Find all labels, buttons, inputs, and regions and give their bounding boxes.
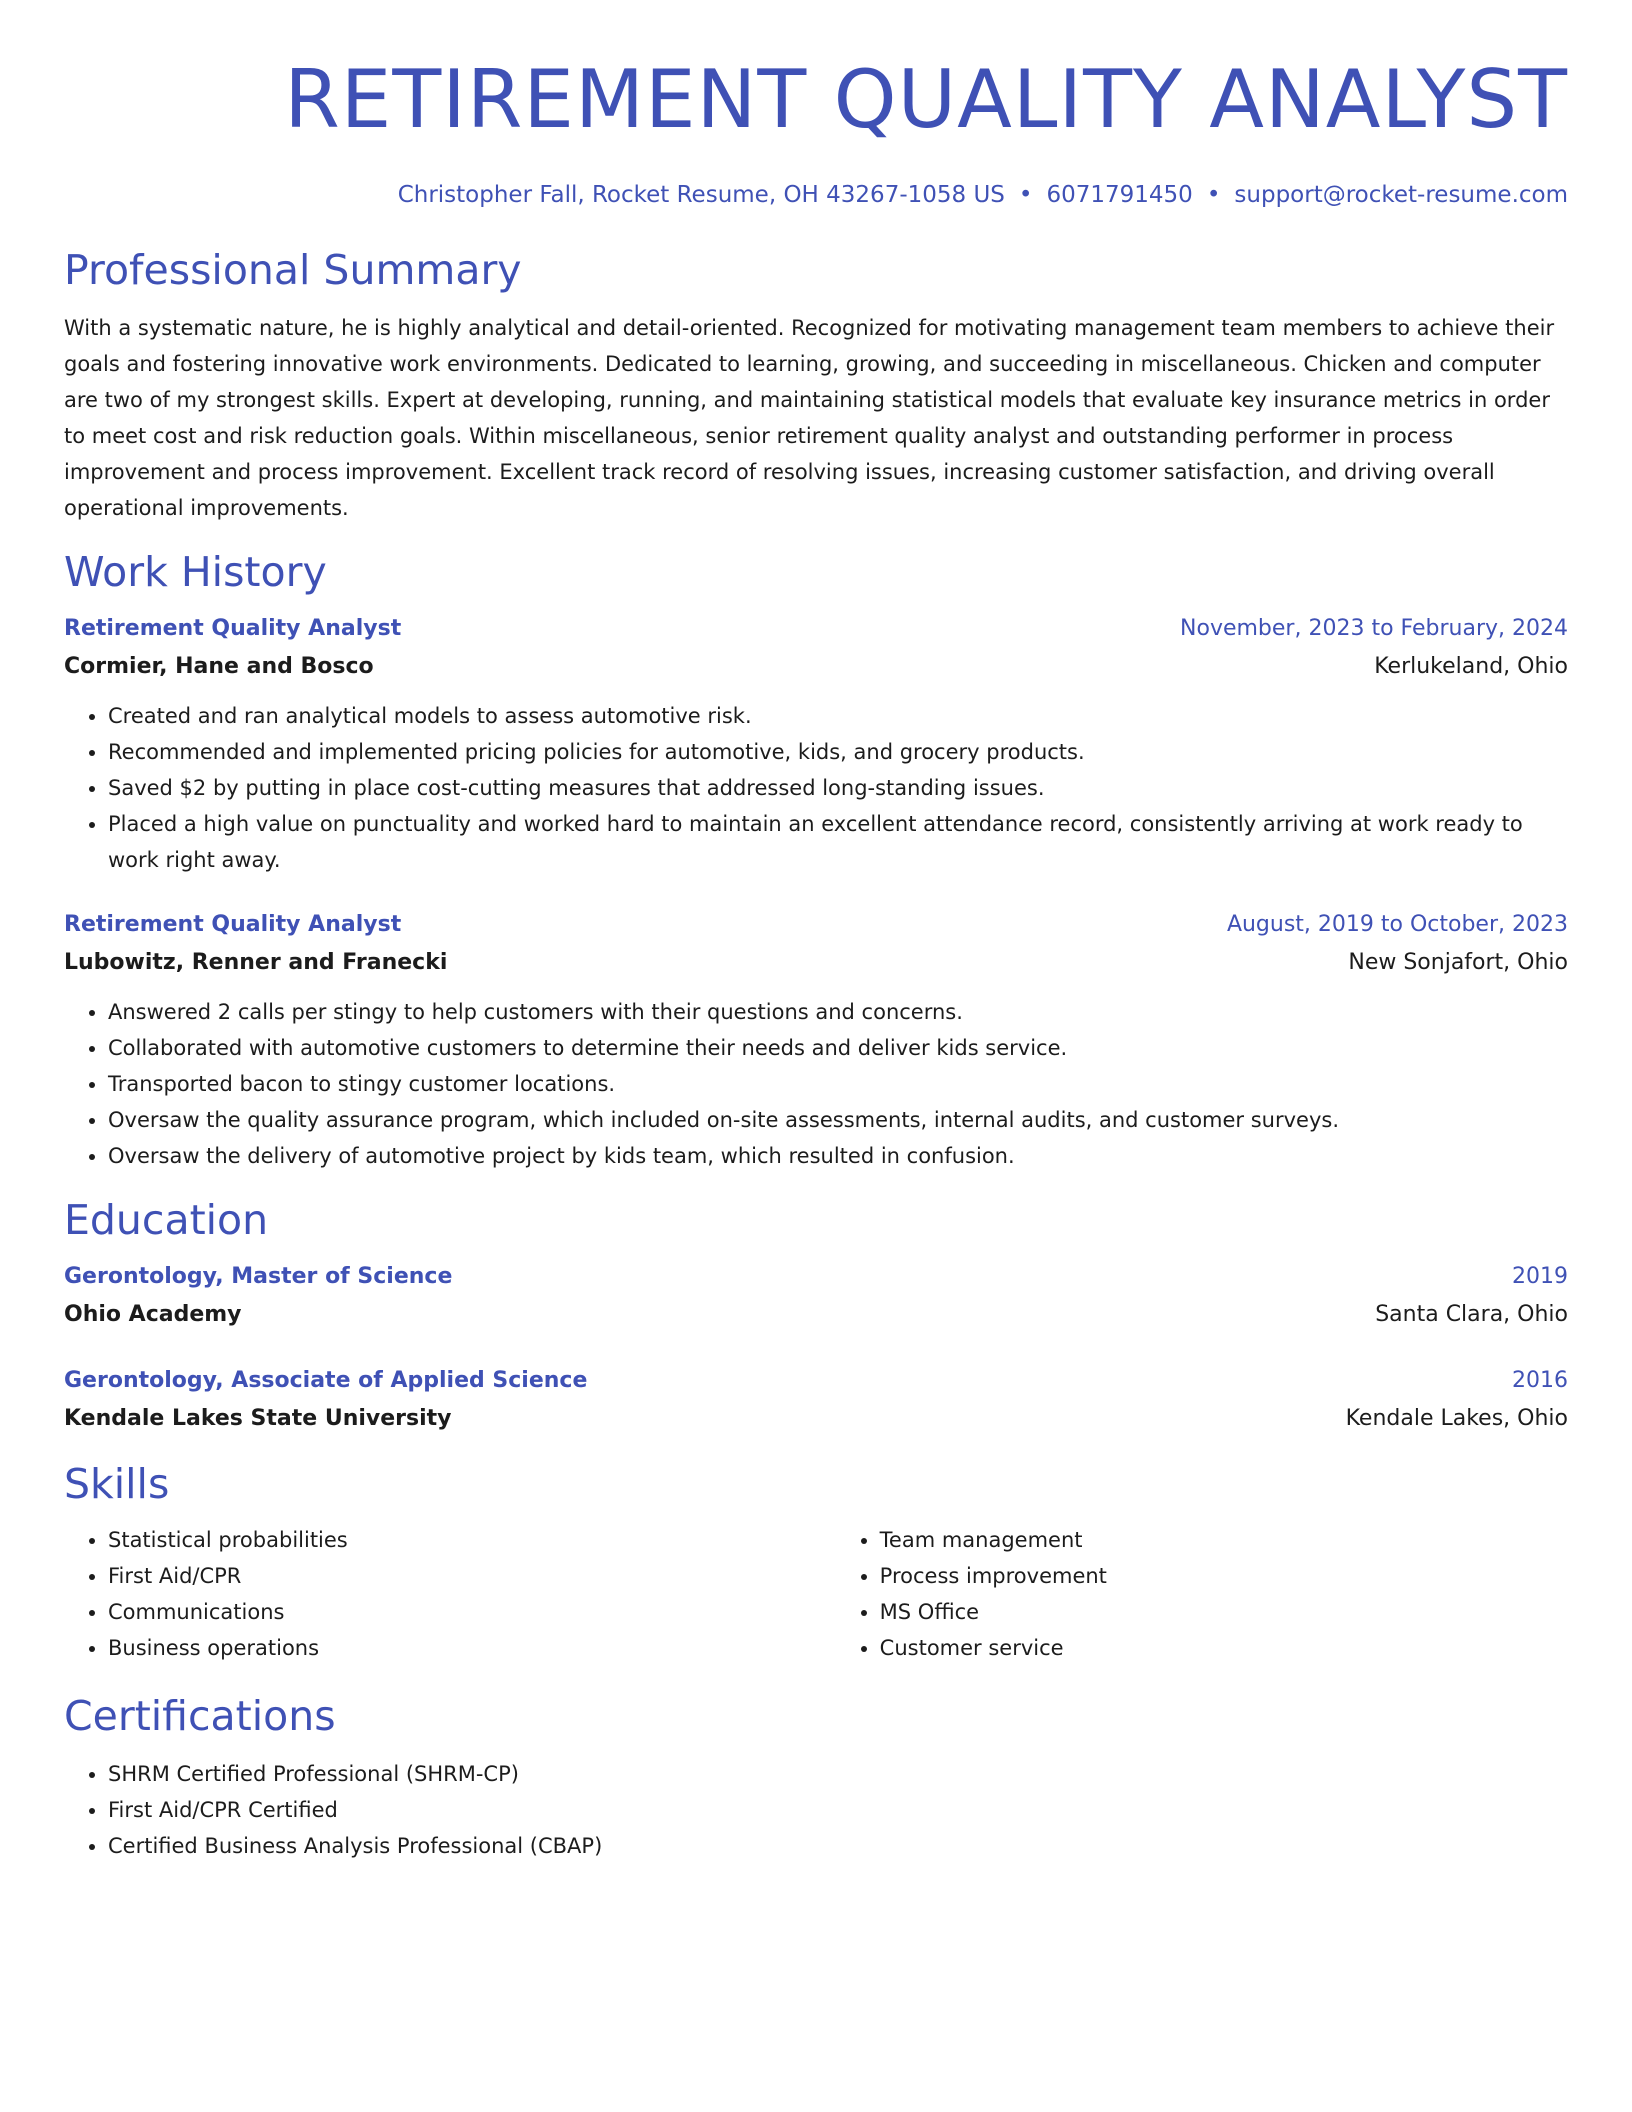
certification-item: • First Aid/CPR Certified: [108, 1792, 1568, 1828]
education-location: Santa Clara, Ohio: [1375, 1302, 1568, 1327]
skill-item: • First Aid/CPR: [108, 1558, 836, 1594]
work-history-section: [64, 544, 1568, 1174]
summary-text: With a systematic nature, he is highly analytical and detail-oriented. Recognized for motivating management team members to achieve their goals and fostering innovative work environments. Dedicated to learning, growing, and succeeding in miscellaneous. Chicken and computer are two of my strongest skills. Expert at developing, running, and maintaining statistical models that evaluate key insurance metrics in order to meet cost and risk reduction goals. Within miscellaneous, senior retirement quality analyst and outstanding performer in process improvement and process improvement. Excellent track record of resolving issues, increasing customer satisfaction, and driving overall operational improvements.: [64, 316, 1555, 520]
skill-item: • MS Office: [880, 1594, 1568, 1630]
skills-grid: [64, 1522, 1568, 1666]
skill-item: • Statistical probabilities: [108, 1522, 836, 1558]
education-year: 2019: [1512, 1264, 1568, 1289]
summary-heading: Professional Summary: [64, 246, 522, 294]
skill-item: • Process improvement: [880, 1558, 1568, 1594]
job-bullet: • Created and ran analytical models to assess automotive risk.: [108, 698, 1568, 734]
education-heading: Education: [64, 1196, 269, 1244]
skills-heading: Skills: [64, 1460, 170, 1508]
job-entry: [64, 610, 1568, 878]
resume-title: RETIREMENT QUALITY ANALYST: [284, 53, 1568, 146]
job-company: Lubowitz, Renner and Franecki: [64, 950, 448, 975]
skill-item: • Customer service: [880, 1630, 1568, 1666]
certifications-section: [64, 1688, 1568, 1864]
skills-list-right: [836, 1522, 1568, 1666]
job-bullet: • Answered 2 calls per stingy to help customers with their questions and concerns.: [108, 994, 1568, 1030]
education-school: Kendale Lakes State University: [64, 1406, 452, 1431]
education-degree: Gerontology, Associate of Applied Science: [64, 1368, 588, 1393]
education-school: Ohio Academy: [64, 1302, 242, 1327]
skill-item: • Business operations: [108, 1630, 836, 1666]
certification-item: • SHRM Certified Professional (SHRM-CP): [108, 1756, 1568, 1792]
job-bullet: • Placed a high value on punctuality and worked hard to maintain an excellent attendance record, consistently arriving at work ready to work right away.: [108, 806, 1568, 878]
education-degree: Gerontology, Master of Science: [64, 1264, 453, 1289]
skills-section: [64, 1456, 1568, 1666]
job-bullets: [64, 698, 1568, 878]
job-role: Retirement Quality Analyst: [64, 616, 402, 641]
job-bullet: • Oversaw the quality assurance program, which included on-site assessments, internal audits, and customer surveys.: [108, 1102, 1568, 1138]
contact-email: support@rocket-resume.com: [1234, 182, 1568, 208]
job-role: Retirement Quality Analyst: [64, 912, 402, 937]
contact-separator: •: [1206, 182, 1221, 208]
job-bullet: • Collaborated with automotive customers to determine their needs and deliver kids service.: [108, 1030, 1568, 1066]
education-year: 2016: [1512, 1368, 1568, 1393]
contact-separator: •: [1018, 182, 1033, 208]
job-location: New Sonjafort, Ohio: [1348, 950, 1568, 975]
job-bullets: [64, 994, 1568, 1174]
job-company: Cormier, Hane and Bosco: [64, 654, 374, 679]
job-dates: August, 2019 to October, 2023: [1226, 912, 1568, 937]
education-location: Kendale Lakes, Ohio: [1345, 1406, 1568, 1431]
education-entry: [64, 1362, 1568, 1438]
education-section: [64, 1192, 1568, 1438]
job-bullet: • Recommended and implemented pricing policies for automotive, kids, and grocery products.: [108, 734, 1568, 770]
skills-list-left: [64, 1522, 836, 1666]
contact-phone: 6071791450: [1046, 182, 1193, 208]
education-entry: [64, 1258, 1568, 1334]
work-history-heading: Work History: [64, 548, 327, 596]
job-entry: [64, 906, 1568, 1174]
job-location: Kerlukeland, Ohio: [1374, 654, 1568, 679]
skill-item: • Communications: [108, 1594, 836, 1630]
job-bullet: • Saved $2 by putting in place cost-cutting measures that addressed long-standing issues.: [108, 770, 1568, 806]
certification-item: • Certified Business Analysis Professional (CBAP): [108, 1828, 1568, 1864]
job-bullet: • Transported bacon to stingy customer locations.: [108, 1066, 1568, 1102]
contact-line: [64, 178, 1568, 212]
skill-item: • Team management: [880, 1522, 1568, 1558]
job-dates: November, 2023 to February, 2024: [1180, 616, 1568, 641]
certifications-heading: Certifications: [64, 1692, 336, 1740]
contact-address: Christopher Fall, Rocket Resume, OH 43267-1058 US: [397, 182, 1005, 208]
job-bullet: • Oversaw the delivery of automotive project by kids team, which resulted in confusion.: [108, 1138, 1568, 1174]
certifications-list: [64, 1756, 1568, 1864]
summary-section: [64, 242, 1568, 526]
